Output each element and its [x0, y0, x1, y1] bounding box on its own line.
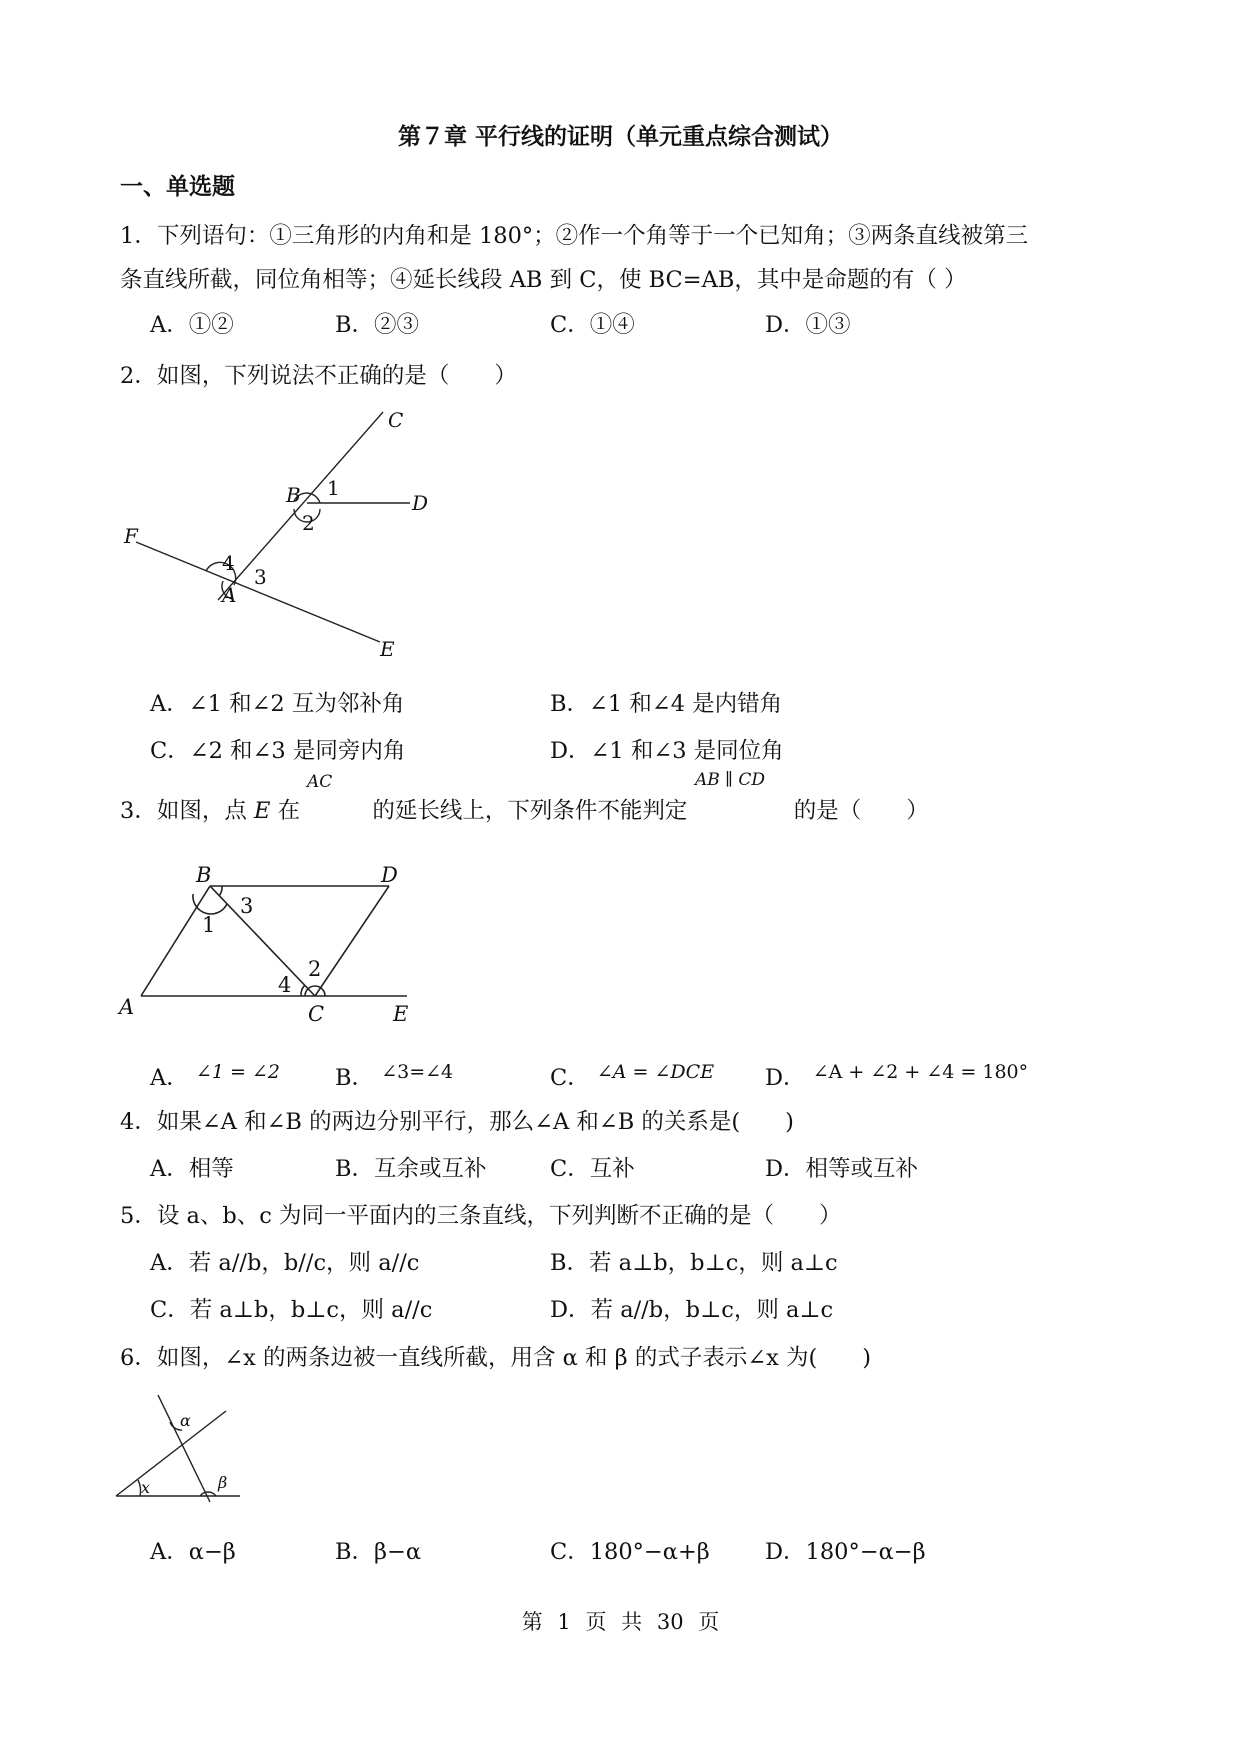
q4-option-b: B．互余或互补 — [335, 1156, 487, 1182]
q6-figure — [112, 1392, 252, 1502]
q5-option-a: A．若 a//b，b//c，则 a//c — [150, 1250, 420, 1276]
q5-stem: 5．设 a、b、c 为同一平面内的三条直线，下列判断不正确的是（ ） — [120, 1203, 842, 1229]
q4-option-d: D．相等或互补 — [765, 1156, 919, 1182]
q4-option-c: C．互补 — [550, 1156, 635, 1182]
q3-stem: 3．如图，点 E 在 的延长线上，下列条件不能判定 的是（ ） — [120, 798, 929, 824]
q3-option-d: D． $^{\angle A + \angle 2 + \angle 4 = 180^\circ}$ — [765, 1061, 1029, 1091]
q4-option-a: A．相等 — [150, 1156, 234, 1182]
q6-stem: 6．如图，∠x 的两条边被一直线所截，用含 α 和 β 的式子表示∠x 为( ) — [120, 1345, 872, 1371]
q3-label-d: D — [381, 863, 398, 887]
q2-label-2: 2 — [302, 511, 315, 535]
q6-label-beta: β — [218, 1473, 228, 1492]
q3-label-3: 3 — [240, 894, 254, 918]
q2-option-a: A．∠1 和∠2 互为邻补角 — [150, 691, 405, 717]
current-page-number: 1 — [557, 1610, 571, 1634]
q3-label-1: 1 — [202, 913, 216, 937]
q3-label-4: 4 — [278, 973, 292, 997]
section-heading: 一、单选题 — [120, 174, 235, 200]
q2-stem: 2．如图，下列说法不正确的是（ ） — [120, 363, 517, 389]
q3-ac-segment: AC — [307, 772, 333, 792]
q6-label-alpha: α — [180, 1411, 191, 1430]
q4-stem: 4．如果∠A 和∠B 的两边分别平行，那么∠A 和∠B 的关系是( ) — [120, 1109, 794, 1135]
q6-option-a: A．α−β — [150, 1539, 236, 1565]
q2-label-b: B — [286, 483, 301, 507]
q2-label-c: C — [388, 408, 404, 432]
q3-label-b: B — [196, 863, 212, 887]
page-title: 第７章 平行线的证明（单元重点综合测试） — [397, 124, 843, 150]
q3-option-b: B． $^{\angle 3=\angle 4}$ — [335, 1061, 454, 1091]
q2-label-f: F — [124, 524, 138, 548]
q2-option-c: C．∠2 和∠3 是同旁内角 — [150, 738, 406, 764]
q2-label-d: D — [412, 491, 429, 515]
q6-label-x: x — [141, 1478, 151, 1497]
q3-label-e: E — [393, 1002, 409, 1026]
q1-stem-line1: 1．下列语句：①三角形的内角和是 180°；②作一个角等于一个已知角；③两条直线被第三 — [120, 223, 1029, 249]
q2-label-4: 4 — [222, 551, 235, 575]
q6-option-b: B．β−α — [335, 1539, 422, 1565]
q3-label-a: A — [119, 995, 135, 1019]
q1-option-b: B．②③ — [335, 312, 420, 338]
q2-label-1: 1 — [327, 476, 340, 500]
q3-label-c: C — [308, 1002, 325, 1026]
q1-option-c: C．①④ — [550, 312, 635, 338]
q3-point-e: E — [253, 798, 271, 824]
q1-stem-line2: 条直线所截，同位角相等；④延长线段 AB 到 C，使 BC=AB，其中是命题的有（ ） — [120, 267, 967, 293]
q1-option-d: D．①③ — [765, 312, 851, 338]
q2-option-b: B．∠1 和∠4 是内错角 — [550, 691, 783, 717]
q2-option-d: D．∠1 和∠3 是同位角 — [550, 738, 784, 764]
q2-label-a: A — [222, 583, 237, 607]
q5-option-c: C．若 a⊥b，b⊥c，则 a//c — [150, 1297, 433, 1323]
q3-label-2: 2 — [308, 957, 322, 981]
page-footer: 第 1 页 共 30 页 — [521, 1610, 720, 1634]
q2-figure — [118, 405, 448, 660]
q6-option-c: C．180°−α+β — [550, 1539, 710, 1565]
q6-option-d: D．180°−α−β — [765, 1539, 926, 1565]
q5-option-b: B．若 a⊥b，b⊥c，则 a⊥c — [550, 1250, 838, 1276]
q3-option-c: C． $^{\angle A = \angle DCE}$ — [550, 1061, 715, 1091]
q3-ab-parallel-cd: AB ∥ CD — [695, 770, 766, 790]
q3-option-a: A． $^{\angle 1 = \angle 2}$ — [150, 1061, 280, 1091]
q2-label-3: 3 — [254, 565, 267, 589]
q1-option-a: A．①② — [150, 312, 234, 338]
q3-figure — [115, 862, 425, 1027]
q2-label-e: E — [380, 637, 395, 660]
q5-option-d: D．若 a//b，b⊥c，则 a⊥c — [550, 1297, 834, 1323]
total-page-count: 30 — [656, 1610, 684, 1634]
